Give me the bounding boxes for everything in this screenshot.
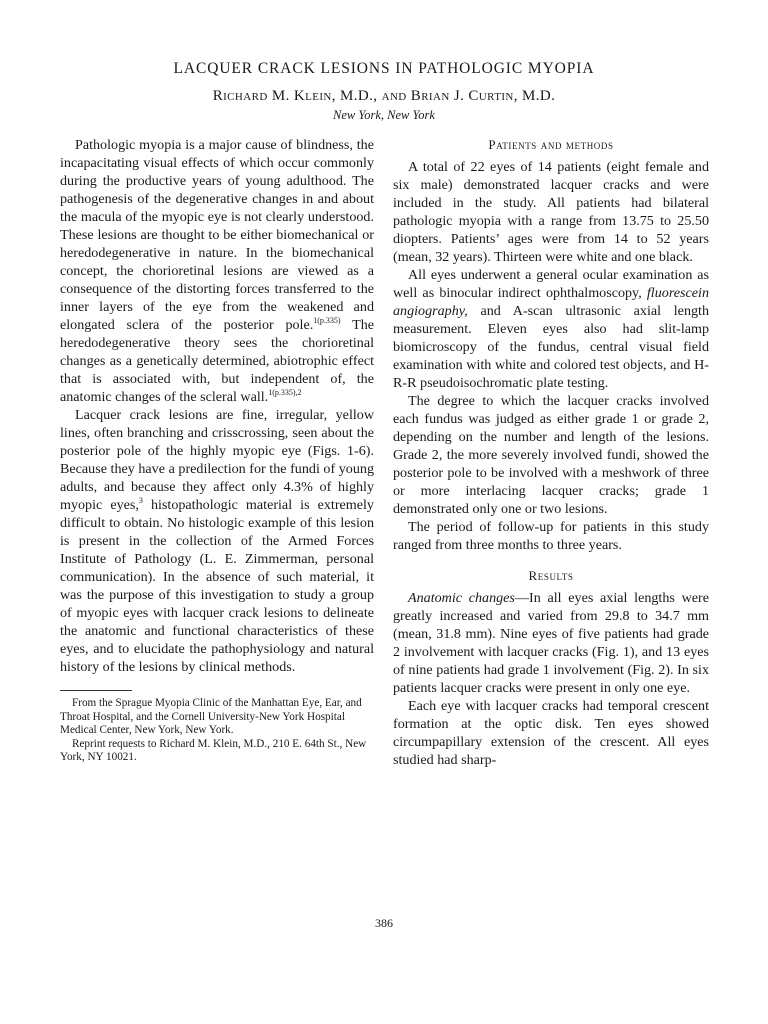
citation-ref: 1(p.335),2 [268,388,302,397]
article-title: LACQUER CRACK LESIONS IN PATHOLOGIC MYOPIA [173,60,595,77]
methods-paragraph-2: All eyes underwent a general ocular examination as well as binocular indirect ophthalmoscopy, fluorescein angiography, and A-scan ultrasonic axial length measurement. Eleven eyes also had slit-lamp biomicroscopy of the fundus, central visual field examination with white and colored test objects, and H-R-R pseudoisochromatic plate testing. [393,267,709,391]
right-column [393,136,709,769]
left-column [60,136,374,765]
citation-ref: 3 [138,496,143,505]
results-paragraph-1: Anatomic changes—In all eyes axial lengths were greatly increased and varied from 29.8 to 34.7 mm (mean, 31.8 mm). Nine eyes of five patients had grade 2 involvement with lacquer cracks (Fig. 1), and 13 eyes of nine patients had grade 1 involvement (Fig. 2). In six patients lacquer cracks were present in only one eye. [393,590,709,696]
footnote-divider [60,690,132,691]
methods-paragraph-1: A total of 22 eyes of 14 patients (eight female and six male) demonstrated lacquer cracks and were included in the study. All patients had bilateral pathologic myopia with a range from 13.75 to 25.50 diopters. Patients’ ages were from 14 to 52 years (mean, 32 years). Thirteen were white and one black. [393,159,709,265]
citation-ref: 1(p.335) [313,316,341,325]
methods-paragraph-4: The period of follow-up for patients in this study ranged from three months to three years. [393,519,709,553]
page-number: 386 [375,916,393,930]
section-heading-methods: Patients and methods [488,137,614,152]
section-heading-results: Results [528,568,574,583]
article-authors: Richard M. Klein, M.D., and Brian J. Curtin, M.D. [212,88,556,104]
footnote-affiliation: From the Sprague Myopia Clinic of the Manhattan Eye, Ear, and Throat Hospital, and the Cornell University-New York Hospital Medical Center, New York, New York. [60,697,362,736]
author-location: New York, New York [333,108,435,122]
methods-paragraph-3: The degree to which the lacquer cracks involved each fundus was judged as either grade 1 or grade 2, depending on the number and length of the lesions. Grade 2, the more severely involved fundi, showed the posterior pole to be involved with a meshwork of three or more interlacing lacquer cracks; grade 1 demonstrated only one or two lesions. [393,393,709,517]
intro-paragraph-2: Lacquer crack lesions are fine, irregular, yellow lines, often branching and crisscrossing, seen about the posterior pole of the highly myopic eye (Figs. 1-6). Because they have a predilection for the fundi of young adults, and because they affect only 4.3% of highly myopic eyes,$^3$ histopathologic material is extremely difficult to obtain. No histologic example of this lesion is present in the collection of the Armed Forces Institute of Pathology (L. E. Zimmerman, personal communication). In the absence of such material, it was the purpose of this investigation to study a group of myopic eyes with lacquer crack lesions to delineate the anatomic and functional characteristics of these eyes, and to elucidate the pathophysiology and natural history of the lesions by clinical methods. [60,407,374,675]
footnote-reprint: Reprint requests to Richard M. Klein, M.D., 210 E. 64th St., New York, NY 10021. [60,737,367,763]
results-paragraph-2: Each eye with lacquer cracks had temporal crescent formation at the optic disk. Ten eyes showed circumpapillary extension of the crescent. All eyes studied had sharp- [393,698,709,768]
footnotes [60,697,374,765]
intro-paragraph-1: Pathologic myopia is a major cause of blindness, the incapacitating visual effects of which occur commonly during the productive years of young adulthood. The pathogenesis of the degenerative changes in and about the macula of the myopic eye is not clearly understood. These lesions are thought to be either biomechanical or heredodegenerative in nature. In the biomechanical concept, the chorioretinal lesions are viewed as a consequence of the distorting forces transferred to the inner layers of the eye from the weakened and elongated sclera of the posterior pole.$^{1(p.335)}$ The heredodegenerative theory sees the chorioretinal changes as a genetically determined, abiotrophic effect that is associated with, but independent of, the anatomic changes of the scleral wall.$^{1(p.335),2}$ [60,137,375,405]
